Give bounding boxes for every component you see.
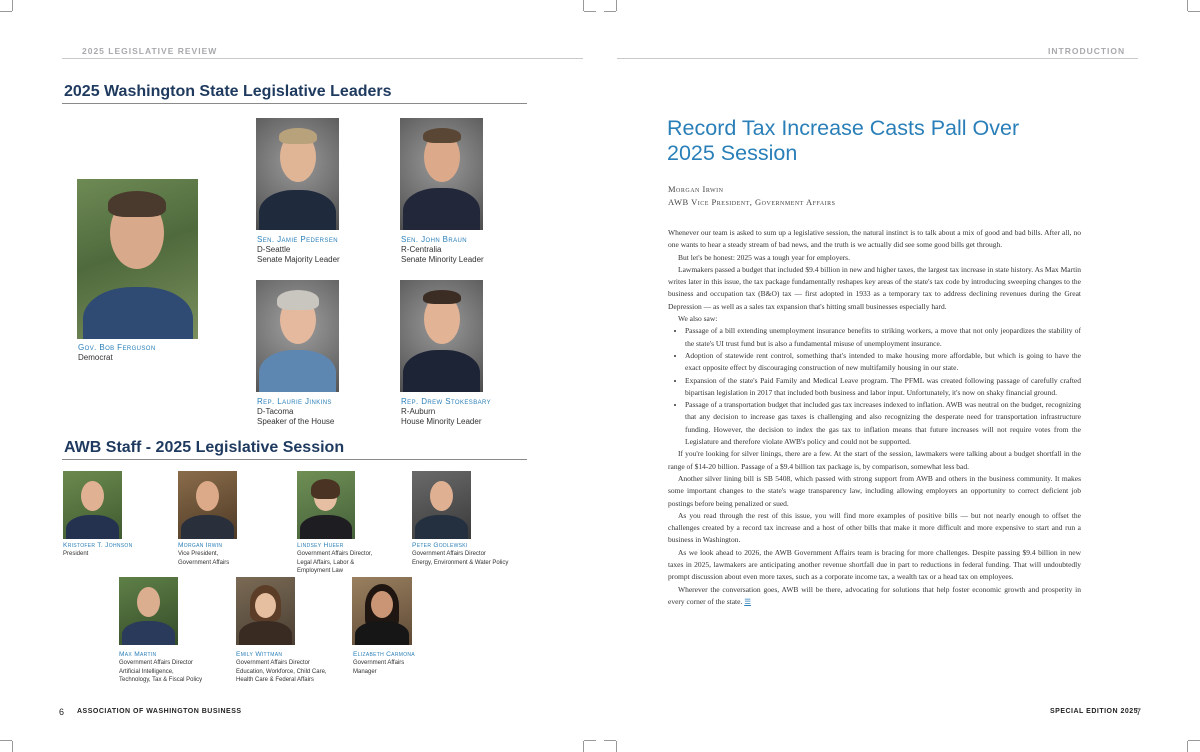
staff-title: Health Care & Federal Affairs [236,677,314,683]
staff-photo [297,471,355,539]
crop-mark [1187,741,1188,752]
staff-title: Government Affairs Director [236,660,310,666]
paragraph: Whenever our team is asked to sum up a legislative session, the natural instinct is to talk about a mix of good and bad bills. After all, no one wants to hear a steady stream of bad news, and the truth is we actually did see some good bills get through. [668,228,1081,250]
leaders-section-title: 2025 Washington State Legislative Leaders [64,83,392,100]
paragraph: Another silver lining bill is SB 5408, which passed with strong support from AWB and others in the business community. It makes some important changes to the state's wage transparency law, including allowing employers an opportunity to correct deficient job postings before being penalized or sued. [668,473,1081,508]
leader-photo [256,118,339,230]
leader-district: D-Seattle [257,245,291,254]
staff-name: Elizabeth Carmona [353,651,415,658]
footer-right: SPECIAL EDITION 2025 [1050,708,1139,715]
crop-mark [12,0,13,11]
leader-district: R-Centralia [401,245,442,254]
staff-name: Lindsey Hueer [297,542,344,549]
paragraph: But let's be honest: 2025 was a tough year for employers. [678,252,850,262]
author-title: AWB Vice President, Government Affairs [668,197,836,207]
list-item: • Adoption of statewide rent control, something that's intended to make housing more affordable, but which is going to have the exact opposite effect by discouraging construction of new multifamily housing in our state. [685,350,1081,375]
author-name: Morgan Irwin [668,184,724,194]
staff-title: Energy, Environment & Water Policy [412,559,509,566]
page-number-right: 7 [1136,707,1142,717]
closing-paragraph [668,584,1081,609]
closing-text: Wherever the conversation goes, AWB will be there, advocating for solutions that help foster economic growth and prosperity in every corner of the state. [668,584,1081,606]
paragraph: Lawmakers passed a budget that included $9.4 billion in new and higher taxes, the largest tax increase in state history. As Max Martin writes later in this issue, the tax package fundamentally reshapes key areas of the state's tax code by introducing sweeping changes to the business and occupation tax (B&O) tax — first adopted in 1933 as a temporary tax to address declining revenues during the Great Depression — as well as a sales tax expansion that's hitting small businesses especially hard. [668,264,1081,311]
crop-mark [604,740,616,741]
leaders-title-rule [62,103,527,104]
crop-mark [0,11,12,12]
governor-name: Gov. Bob Ferguson [78,343,156,352]
crop-mark [604,11,616,12]
list-item: • Expansion of the state's Paid Family and Medical Leave program. The PFML was created following passage of carefully crafted bipartisan legislation in 2017 that included both business and labor input. Unfortunately, it's now on shaky financial ground. [685,375,1081,400]
staff-title: Manager [353,668,377,675]
header-rule [617,58,1138,59]
staff-section-title: AWB Staff - 2025 Legislative Session [64,439,345,456]
bullet-list [668,325,1081,448]
leader-photo [400,118,483,230]
crop-mark [616,741,617,752]
crop-mark [583,741,584,752]
staff-name: Emily Wittman [236,651,283,658]
staff-name: Peter Godlewski [412,542,468,549]
end-mark-icon: ☰ [744,596,751,606]
running-head-left: 2025 LEGISLATIVE REVIEW [82,46,218,56]
page-number-left: 6 [59,707,65,717]
leader-role: House Minority Leader [401,417,482,426]
list-item: • Passage of a transportation budget that included gas tax increases indexed to inflation. AWB was neutral on the budget, recognizing that any decision to increase gas taxes is challenging and also recognizing the desperate need for transportation infrastructure funding. However, the decision to index the gas tax to inflation means that future increases will not require votes from the Legislature and therefore violate AWB's policy and could not be supported. [685,399,1081,448]
footer-left: ASSOCIATION OF WASHINGTON BUSINESS [77,708,242,715]
paragraph: As you read through the rest of this issue, you will find more examples of positive bills — but not nearly enough to offset the challenges created by a record tax increase and a host of other bills that make it more difficult and more expensive to start and run a business in Washington. [668,510,1081,545]
staff-photo [236,577,295,645]
leader-district: R-Auburn [401,407,436,416]
staff-photo [412,471,471,539]
staff-title: Legal Affairs, Labor & [297,559,355,566]
staff-title: Employment Law [297,568,344,574]
article-title-line1: Record Tax Increase Casts Pall Over [667,116,1020,140]
staff-title: Technology, Tax & Fiscal Policy [119,677,203,683]
staff-photo [119,577,178,645]
staff-title: Government Affairs Director [119,660,193,666]
staff-photo [63,471,122,539]
leader-name: Rep. Drew Stokesbary [401,397,492,406]
crop-mark [0,740,12,741]
leader-name: Sen. John Braun [401,235,468,244]
paragraph: As we look ahead to 2026, the AWB Government Affairs team is bracing for more challenges. Despite passing $9.4 billion in new taxes in 2025, lawmakers are anticipating another revenue shortfall due in part to reductions in federal funding. That will undoubtedly prompt discussion about even more taxes, such as a corporate income tax, a wealth tax or a head tax on employees. [668,547,1081,582]
staff-title: Government Affairs [178,559,230,566]
staff-title: Government Affairs Director, [297,551,373,557]
article-title-line2: 2025 Session [667,141,798,165]
staff-title: Government Affairs [353,660,405,666]
crop-mark [1187,0,1188,11]
running-head-right: INTRODUCTION [1048,46,1126,56]
header-rule [62,58,583,59]
staff-name: Max Martin [119,651,157,658]
crop-mark [616,0,617,11]
crop-mark [12,741,13,752]
crop-mark [584,740,596,741]
leader-district: D-Tacoma [257,407,294,416]
staff-name: Kristofer T. Johnson [63,542,133,549]
staff-title: Government Affairs Director [412,551,486,557]
staff-name: Morgan Irwin [178,542,223,549]
staff-title: Artificial Intelligence, [119,668,174,675]
staff-title: Education, Workforce, Child Care, [236,668,327,675]
staff-title: President [63,551,89,557]
leader-photo [400,280,483,392]
crop-mark [584,11,596,12]
leader-photo [256,280,339,392]
paragraph: We also saw: [678,314,718,324]
staff-photo [178,471,237,539]
article-body [668,227,1081,608]
staff-title: Vice President, [178,551,219,557]
governor-party: Democrat [78,353,113,362]
governor-photo [77,179,198,339]
crop-mark [1188,11,1200,12]
leader-role: Senate Minority Leader [401,255,484,264]
list-item: • Passage of a bill extending unemployment insurance benefits to striking workers, a move that not only jeopardizes the stability of the state's UI trust fund but is also a fundamental misuse of unemployment insurance. [685,325,1081,350]
staff-photo [352,577,412,645]
staff-title-rule [62,459,527,460]
leader-name: Sen. Jamie Pedersen [257,235,338,244]
leader-name: Rep. Laurie Jinkins [257,397,332,406]
leader-role: Senate Majority Leader [257,255,340,264]
paragraph: If you're looking for silver linings, there are a few. At the start of the session, lawmakers were talking about a budget shortfall in the range of $14-20 billion. Passage of a $9.4 billion tax package is, by comparison, somewhat less bad. [668,449,1081,471]
crop-mark [1188,740,1200,741]
crop-mark [583,0,584,11]
leader-role: Speaker of the House [257,417,335,426]
